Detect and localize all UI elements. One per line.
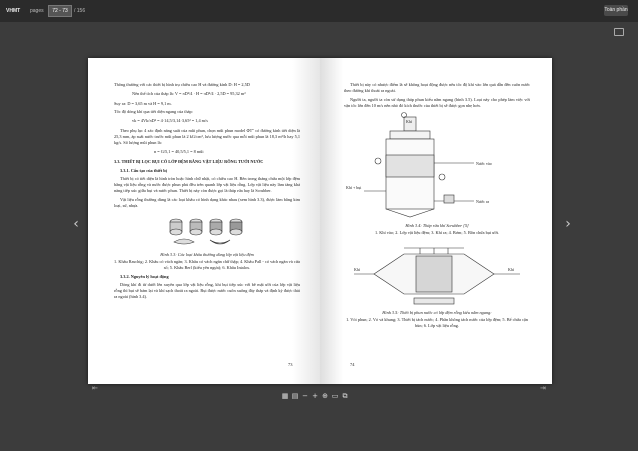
page-number-input[interactable]: 72 - 73 — [48, 5, 72, 17]
last-page-icon[interactable]: ⇥ — [540, 384, 546, 392]
figure-caption: Hình 3.5: Thiết bị phun nước có lớp đệm rỗng kiểu nằm ngang: — [382, 309, 492, 315]
subsection-heading: 3.3.1. Cấu tạo của thiết bị — [120, 167, 167, 173]
right-page — [320, 58, 552, 384]
figure-scrubber-tower — [344, 111, 530, 221]
paragraph: Vật liệu rỗng thường dùng là các loại khâu có hình dạng khác nhau (xem hình 3.3), được làm bằng kim loại, sứ, nhựa. — [114, 196, 300, 208]
paragraph: Người ta, người ta còn sử dụng tháp phun kiểu nằm ngang (hình 3.5). Loại này cho phép làm việc với vận tốc lớn đến 10 m/s nên nhỏ đó kích thước của thiết bị sẽ được gọn nhẹ hơn. — [344, 96, 530, 108]
paragraph: Tốc độ dòng khí qua tiết diện ngang của tháp: — [114, 109, 193, 115]
paragraph: Thiết bị này có nhược điểm là sẽ không hoạt động được nếu tốc độ khí vào lớn quá dẫn đến cuốn nước theo đường khí thoát ra ngoài. — [344, 82, 530, 94]
formula: vk = 4Vk/πD² = 4·14,5/3,14·3,65² = 1,4 m/s — [132, 117, 208, 123]
figure-packing-rings — [114, 212, 300, 250]
comment-icon[interactable] — [614, 28, 624, 36]
zoom-out-icon[interactable]: − — [302, 392, 308, 400]
brand-logo[interactable]: VHMT — [6, 8, 21, 14]
book-spread — [88, 58, 552, 384]
page-number: 74 — [350, 361, 355, 367]
share-icon[interactable]: ⧉ — [342, 392, 348, 400]
next-page-arrow-icon[interactable]: › — [565, 216, 571, 232]
figure-label: Nước ra — [476, 199, 490, 205]
paragraph: Dòng khí đi từ dưới lên xuyên qua lớp vật liệu rỗng, khi bụi tiếp xúc với bề mặt ướt của lớp vật liệu rỗng thì bụi sẽ bám lại và khí sạch thoát ra ngoài. Bụi được nước cuốn xuống đáy tháp và định kỳ được thải ra ngoài (hình 3.4). — [114, 281, 300, 300]
figure-label: Khí — [508, 266, 514, 272]
top-toolbar — [0, 0, 638, 22]
formula: n = G/5,1 = 40,5/5,1 = 8 mũi — [154, 148, 204, 154]
figure-label: Nước vào — [476, 161, 492, 167]
left-page — [88, 58, 320, 384]
thumbnails-icon[interactable]: ▤ — [291, 392, 299, 400]
first-page-icon[interactable]: ⇤ — [92, 384, 98, 392]
grid-view-icon[interactable]: ▦ — [281, 392, 289, 400]
figure-legend: 1. Khí vào; 2. Lớp vật liệu đệm; 3. Khí ra; 4. Bơm; 5. Bồn chứa bụi ướt. — [374, 230, 499, 236]
formula: Nên thể tích của tháp là: V = πD²/4 · H = πD²/4 · 2,5D = 95,32 m³ — [132, 90, 246, 96]
figure-label: Khí — [354, 266, 360, 272]
page-total: / 156 — [74, 8, 86, 14]
secondary-bar — [0, 22, 638, 58]
figure-label: Khí + bụi — [346, 185, 362, 191]
zoom-in-icon[interactable]: + — [312, 392, 318, 400]
figure-caption: Hình 3.3: Các loại khâu thường dùng lớp vật liệu đệm — [160, 251, 254, 257]
figure-caption: Hình 3.4: Tháp rửa khí Scrubber [5] — [405, 223, 469, 229]
zoom-reset-icon[interactable]: ⊕ — [322, 392, 328, 400]
subsection-heading: 3.3.2. Nguyên lý hoạt động — [120, 273, 169, 279]
pages-label: pages — [30, 8, 44, 14]
previous-page-arrow-icon[interactable]: ‹ — [73, 216, 79, 232]
figure-label: Khí — [406, 119, 412, 125]
fullscreen-button[interactable]: Toàn phần — [604, 5, 628, 16]
paragraph: Theo phụ lục 4 xác định năng suất của mũi phun, chọn mũi phun model ΦT" có đường kính tiết diện là 25,3 mm, áp suất nước trước mũi phun là 2 kG/cm², lưu lượng nước qua mỗi mũi phun là 18,3 m³/h hay 5,1 kg/s. Số lượng mũi phun là: — [114, 127, 300, 146]
section-heading: 3.3. THIẾT BỊ LỌC BỤI CÓ LỚP ĐỆM BẰNG VẬT LIỆU RỖNG TƯỚI NƯỚC — [114, 158, 264, 164]
figure-legend: 1. Vòi phun; 2. Vỏ và khung; 3. Thiết bị tách nước; 4. Phần không tách nước của lớp đệm; 5. Bể chứa cặn bùn; 6. Lớp vật liệu rỗng. — [346, 316, 528, 328]
formula: Suy ra: D = 3,65 m và H = 9,1 m. — [114, 100, 172, 106]
paragraph: Thông thường với các thiết bị hình trụ chiều cao H và đường kính D: H = 2,5D — [114, 82, 250, 87]
page-number: 73 — [288, 361, 293, 367]
figure-horizontal-scrubber — [344, 240, 530, 308]
single-page-icon[interactable]: ▭ — [331, 392, 339, 400]
figure-legend: 1. Khâu Raschig; 2. Khâu có vách ngăn; 3. Khâu có vách ngăn chữ thập; 4. Khâu Pall - có vách ngăn và cửa sổ; 5. Khâu Berl (kiểu yên ngựa); 6. Khâu Intalox. — [114, 258, 300, 270]
paragraph: Thiết bị có tiết diện là hình tròn hoặc hình chữ nhật, có chiều cao H. Bên trong tháng chứa một lớp đệm bằng vật liệu rỗng và nước được phun phủ đều trên quanh lớp vật liệu rỗng. Lớp vật liệu này làm tăng khả năng tiếp xúc giữa bụi và nước phun. Thiết bị này còn được gọi là tháp rửa hay là Scrubber. — [114, 176, 300, 194]
